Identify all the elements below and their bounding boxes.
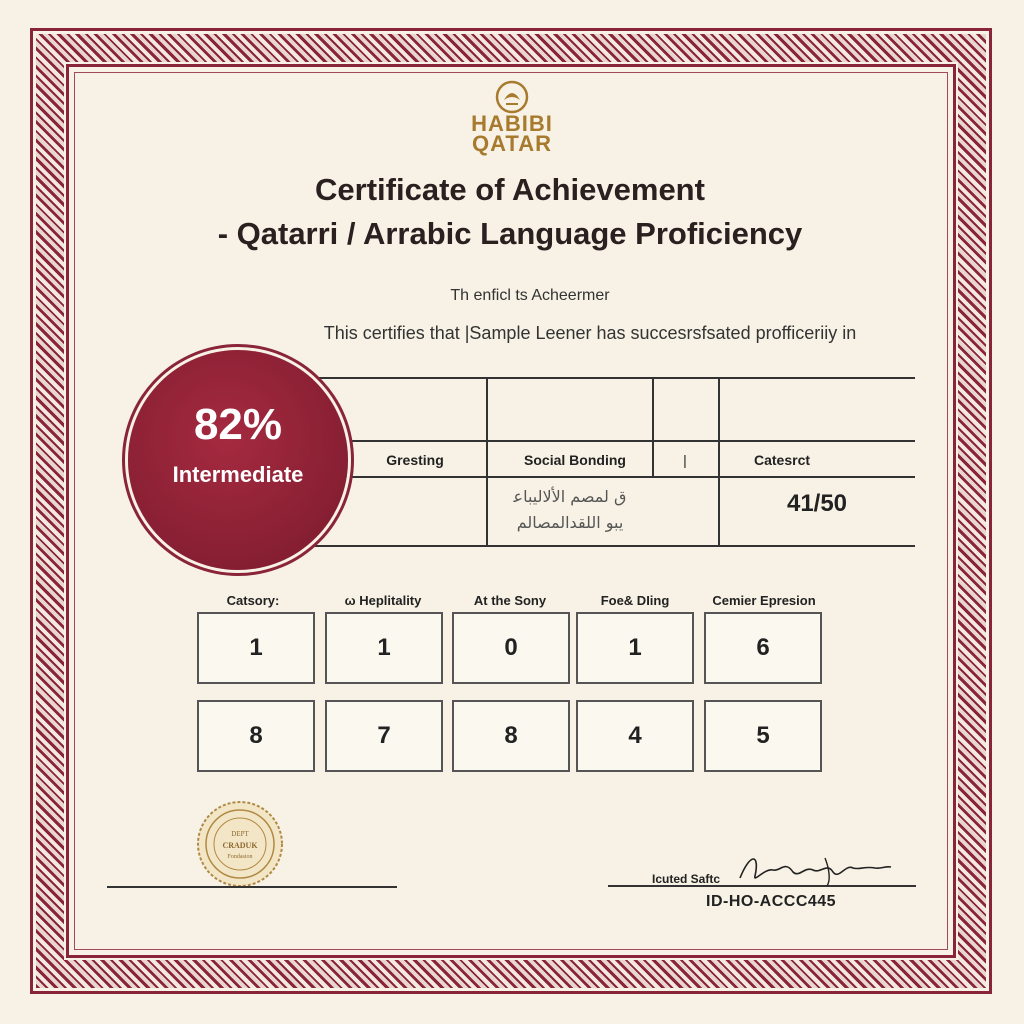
official-seal [196,800,284,888]
issued-label: Icuted Saftc [652,872,721,886]
logo-line-1: HABIBI [471,111,553,136]
proficiency-level: Intermediate [172,462,304,487]
score-cell: 1 [197,612,315,684]
score-cell: 8 [452,700,570,772]
total-score: 41/50 [786,490,848,517]
score-cell: 6 [704,612,822,684]
seal-stamp-icon [196,800,284,888]
category-label: Catsory: [226,593,280,608]
svg-text:Fondasion: Fondasion [227,854,253,860]
score-badge [128,350,348,570]
header-category: Catesrct [753,452,811,468]
header-greeting: Gresting [386,452,444,468]
score-cell: 1 [576,612,694,684]
score-cell: 4 [576,700,694,772]
score-cell: 1 [325,612,443,684]
score-cell: 8 [197,700,315,772]
category-label: ω Heplitality [344,593,422,608]
score-cell: 7 [325,700,443,772]
arabic-line-1: ﻕ ﻟﻤﺼﻢ ﺍﻷﻻﻟﻴﺒﺎﻋ [513,487,627,506]
score-cell: 0 [452,612,570,684]
certifies-line: This certifies that |Sample Leener has succesrsfsated profficeriiy in [323,323,857,343]
logo [462,80,562,154]
certificate-subtitle: - Qatarri / Arrabic Language Proficiency [217,216,803,251]
certificate-id: ID-HO-ACCC445 [706,893,837,910]
svg-text:DEPT: DEPT [231,830,249,838]
logo-line-2: QATAR [472,131,552,156]
handwritten-signature [735,848,895,893]
category-label: At the Sony [473,593,547,608]
signature-icon [735,848,895,888]
category-label: Cemier Epresion [712,593,816,608]
score-percent: 82% [193,400,283,449]
svg-text:CRADUK: CRADUK [222,841,258,850]
category-label: Foe& DIing [600,593,670,608]
certificate-title: Certificate of Achievement [315,172,705,207]
intro-line: Th enficl ts Acheermer [450,287,610,304]
arabic-text [490,484,650,536]
header-social-bonding: Social Bonding [524,452,626,468]
header-separator: | [683,452,687,468]
signature-line-left [107,886,397,888]
logo-emblem-icon [495,80,529,114]
arabic-line-2: ﻳﺒﻮ ﺍﻟﻠﻘﺪﺍﻟﻤﺼﺎﻟﻢ [516,513,624,532]
score-cell: 5 [704,700,822,772]
